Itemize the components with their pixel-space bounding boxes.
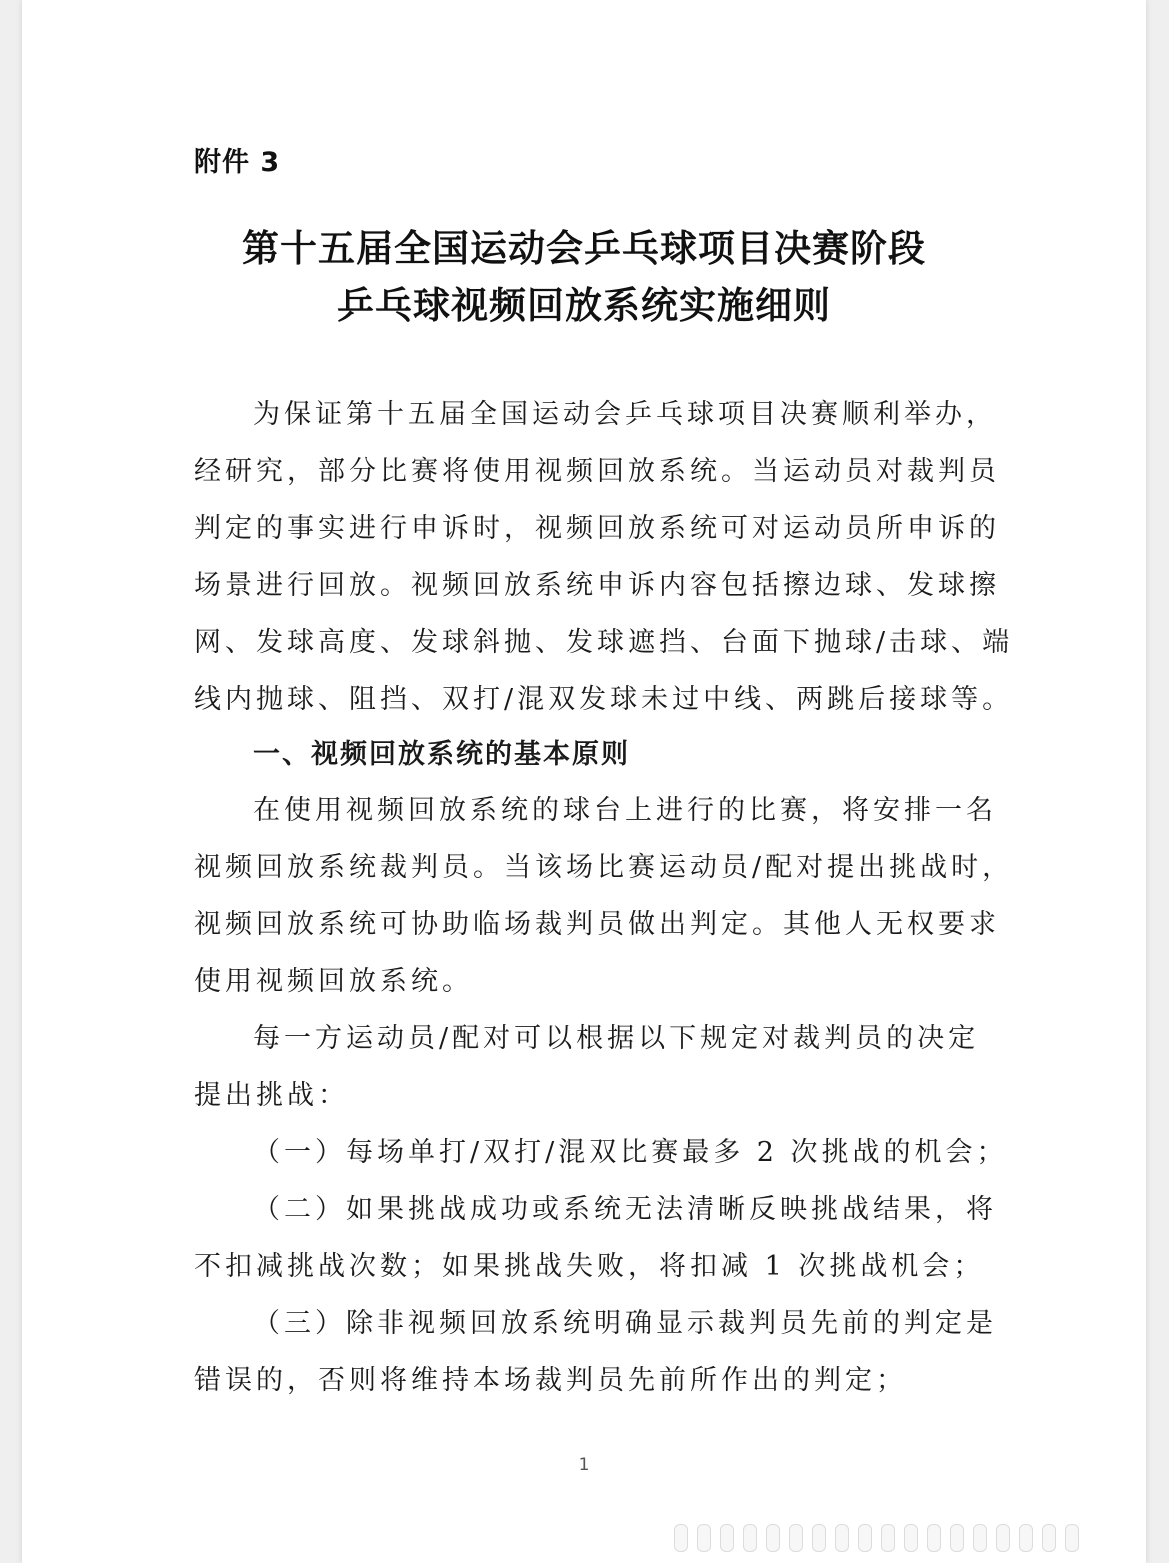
section1-para1-line: 使用视频回放系统。: [194, 966, 473, 997]
toolbar-handle-icon[interactable]: [766, 1524, 780, 1552]
toolbar-handle-icon[interactable]: [743, 1524, 757, 1552]
rule-item-1: （一）每场单打/双打/混双比赛最多 2 次挑战的机会；: [253, 1137, 1008, 1168]
intro-line: 经研究，部分比赛将使用视频回放系统。当运动员对裁判员: [194, 456, 1000, 487]
toolbar-handle-icon[interactable]: [674, 1524, 688, 1552]
rule-item-2-line: （二）如果挑战成功或系统无法清晰反映挑战结果，将: [253, 1194, 997, 1225]
toolbar-handle-icon[interactable]: [1065, 1524, 1079, 1552]
section1-para1-line: 视频回放系统可协助临场裁判员做出判定。其他人无权要求: [194, 909, 1000, 940]
toolbar-handle-icon[interactable]: [720, 1524, 734, 1552]
intro-line: 网、发球高度、发球斜抛、发球遮挡、台面下抛球/击球、端: [194, 627, 1014, 658]
document-title-line1: 第十五届全国运动会乒乓球项目决赛阶段: [242, 226, 926, 270]
toolbar-handle-icon[interactable]: [881, 1524, 895, 1552]
toolbar-handle-icon[interactable]: [697, 1524, 711, 1552]
rule-item-3-line: 错误的，否则将维持本场裁判员先前所作出的判定；: [194, 1365, 907, 1396]
toolbar-handle-icon[interactable]: [835, 1524, 849, 1552]
toolbar-handle-icon[interactable]: [858, 1524, 872, 1552]
rule-item-2-line: 不扣减挑战次数；如果挑战失败，将扣减 1 次挑战机会；: [194, 1251, 985, 1282]
intro-line: 线内抛球、阻挡、双打/混双发球未过中线、两跳后接球等。: [194, 684, 1014, 715]
section1-para2-line: 提出挑战：: [194, 1080, 349, 1111]
intro-line: 场景进行回放。视频回放系统申诉内容包括擦边球、发球擦: [194, 570, 1000, 601]
section1-para1-line: 在使用视频回放系统的球台上进行的比赛，将安排一名: [253, 795, 997, 826]
section1-para2-line: 每一方运动员/配对可以根据以下规定对裁判员的决定: [253, 1023, 980, 1054]
intro-line: 判定的事实进行申诉时，视频回放系统可对运动员所申诉的: [194, 513, 1000, 544]
toolbar-handle-icon[interactable]: [789, 1524, 803, 1552]
toolbar-handle-icon[interactable]: [812, 1524, 826, 1552]
page-number: 1: [578, 1455, 590, 1475]
toolbar-handle-icon[interactable]: [996, 1524, 1010, 1552]
toolbar-handle-icon[interactable]: [950, 1524, 964, 1552]
toolbar-handle-icon[interactable]: [973, 1524, 987, 1552]
section1-heading: 一、视频回放系统的基本原则: [253, 739, 630, 770]
document-title-line2: 乒乓球视频回放系统实施细则: [337, 283, 831, 327]
toolbar-handle-icon[interactable]: [927, 1524, 941, 1552]
toolbar-handle-icon[interactable]: [1042, 1524, 1056, 1552]
rule-item-3-line: （三）除非视频回放系统明确显示裁判员先前的判定是: [253, 1308, 997, 1339]
toolbar-handle-icon[interactable]: [1019, 1524, 1033, 1552]
section1-para1-line: 视频回放系统裁判员。当该场比赛运动员/配对提出挑战时，: [194, 852, 1014, 883]
image-viewer-toolbar: [674, 1524, 1079, 1552]
intro-line: 为保证第十五届全国运动会乒乓球项目决赛顺利举办，: [253, 399, 997, 430]
toolbar-handle-icon[interactable]: [904, 1524, 918, 1552]
document-page: [22, 0, 1146, 1563]
attachment-label: 附件 3: [194, 147, 281, 178]
